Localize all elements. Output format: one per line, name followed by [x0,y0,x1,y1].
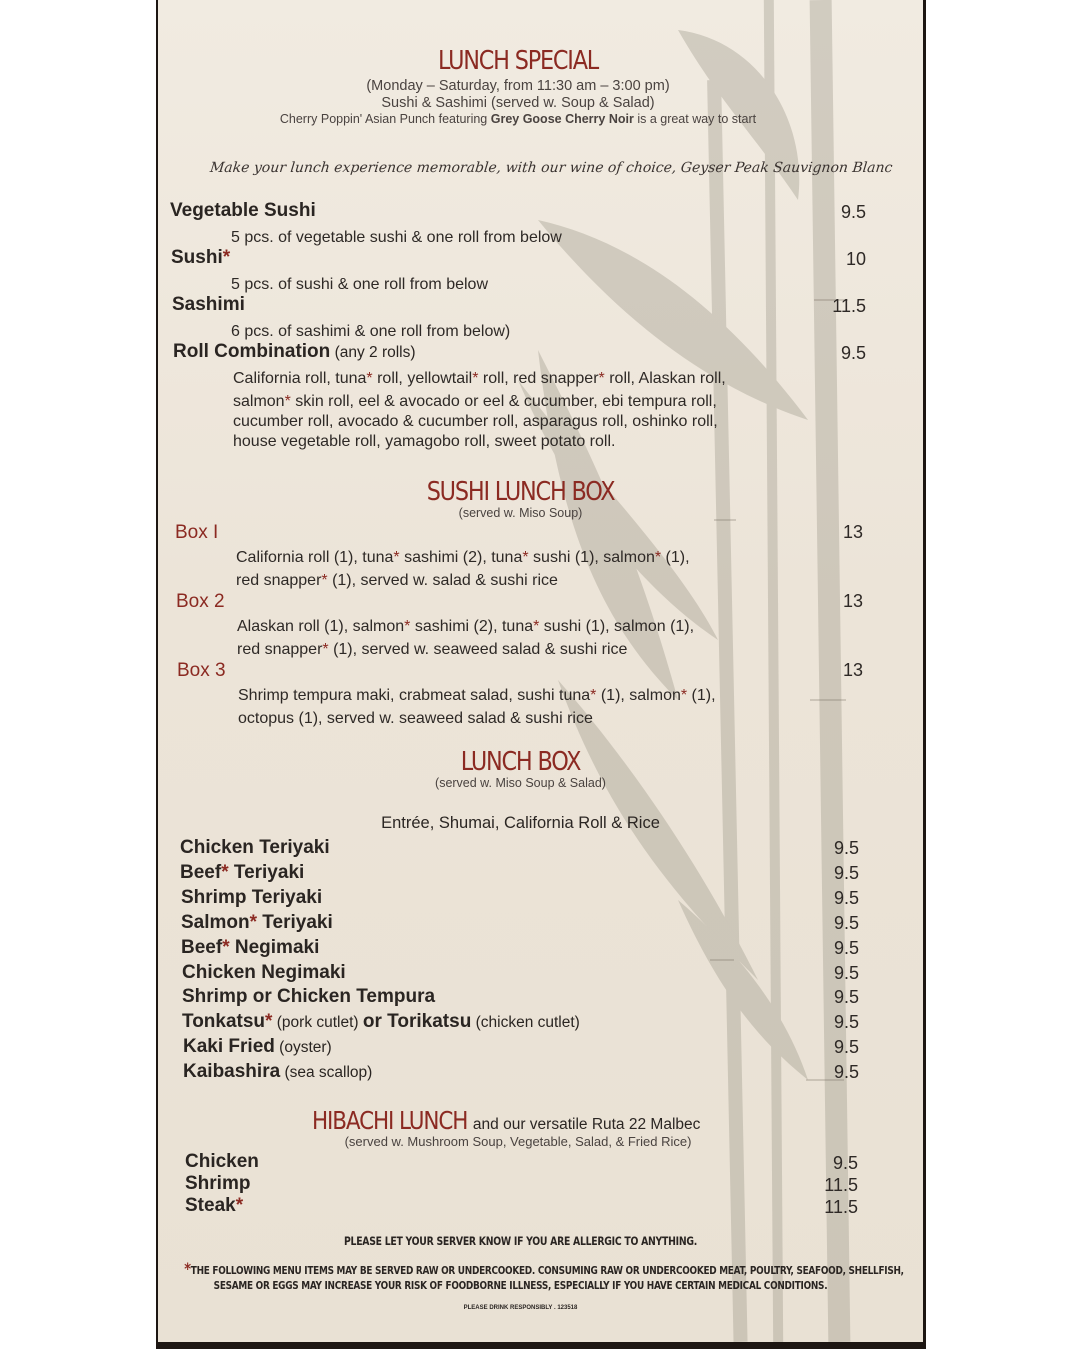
box-text: sashimi (2), tuna [410,618,534,635]
lunch-box-item-price: 9.5 [833,987,859,1008]
asterisk-mark: * [321,572,328,589]
lunch-box-item-price: 9.5 [833,912,859,933]
raw-food-warning-line2: SESAME OR EGGS MAY INCREASE YOUR RISK OF FOODBORNE ILLNESS, ESPECIALLY IF YOU HAVE CERTAIN MEDICAL CONDITIONS. [213,1279,828,1292]
asterisk-mark: * [522,549,529,566]
lunch-box-item-name: Kaki Fried [183,1036,275,1058]
special-item-name [173,341,416,363]
box-text: Alaskan roll (1), salmon [237,618,405,635]
warning-line1-text: THE FOLLOWING MENU ITEMS MAY BE SERVED RAW OR UNDERCOOKED. CONSUMING RAW OR UNDERCOOKED MEAT, POULTRY, SEAFOOD, SHELLFISH, [190,1264,904,1277]
box-description-line [238,685,716,706]
lunch-special-hours: (Monday – Saturday, from 11:30 am – 3:00 pm) [366,78,670,94]
lunch-box-item-name: Negimaki [229,936,320,958]
lunch-box-item [181,887,322,909]
special-item-note: (any 2 rolls) [330,344,416,361]
lunch-box-includes: Entrée, Shumai, California Roll & Rice [381,814,660,832]
asterisk-mark: * [654,549,662,566]
asterisk-mark: * [472,370,479,387]
hibachi-item [185,1195,243,1217]
box-text: (1), served w. salad & sushi rice [327,572,558,589]
punch-promo [158,112,878,126]
roll-text: skin roll, eel & avocado or eel & cucumber, ebi tempura roll, [290,393,717,410]
lunch-special-title: LUNCH SPECIAL [437,46,599,76]
lunch-box-item-name: Teriyaki [228,861,305,883]
box-description-line [236,570,558,591]
asterisk-mark: * [404,618,411,635]
special-item-price: 11.5 [832,296,866,316]
lunch-box-title: LUNCH BOX [460,747,581,777]
hibachi-item [185,1151,259,1173]
raw-food-warning-line1 [184,1259,904,1278]
box-description-line [237,639,627,660]
lunch-box-item-note: (oyster) [274,1039,332,1057]
lunch-box-item-note: (pork cutlet) [272,1014,363,1032]
hibachi-item-name: Chicken [185,1151,259,1172]
special-item-price: 9.5 [840,202,866,222]
box-text: red snapper [236,572,322,589]
lunch-box-item-name: Salmon [181,911,250,933]
lunch-box-item [183,1036,332,1058]
hibachi-subtitle: (served w. Mushroom Soup, Vegetable, Salad, & Fried Rice) [344,1134,692,1149]
asterisk-mark: * [393,549,400,566]
wine-pairing-note: Make your lunch experience memorable, with our wine of choice, Geyser Peak Sauvignon Blanc [209,160,894,176]
box-name: Box I [175,522,219,543]
lunch-box-item-price: 9.5 [833,862,859,883]
asterisk-mark: * [590,687,597,704]
roll-text: house vegetable roll, yamagobo roll, sweet potato roll. [233,433,616,450]
lunch-box-item [183,1061,372,1083]
lunch-box-item-name: or Torikatsu [362,1011,472,1033]
box-text: sashimi (2), tuna [399,549,523,566]
box-text: California roll (1), tuna [236,549,394,566]
roll-combination-line [233,391,717,412]
box-description-line [237,616,694,637]
box-name: Box 3 [177,660,226,681]
lunch-box-item-price: 9.5 [833,1037,859,1058]
asterisk-mark: * [366,370,373,387]
special-item-description: 5 pcs. of vegetable sushi & one roll from below [231,229,562,246]
punch-promo-lead: Cherry Poppin' Asian Punch featuring [279,112,491,126]
lunch-box-item [182,986,435,1008]
roll-text: roll, red snapper [478,370,599,387]
box-text: Shrimp tempura maki, crabmeat salad, sushi tuna [238,687,591,704]
asterisk-mark: * [680,687,688,704]
lunch-box-item [181,912,333,934]
lunch-box-item-name: Tonkatsu [182,1011,266,1033]
lunch-box-subtitle: (served w. Miso Soup & Salad) [435,776,606,790]
roll-combination-line [233,411,718,432]
allergy-notice: PLEASE LET YOUR SERVER KNOW IF YOU ARE ALLERGIC TO ANYTHING. [344,1234,697,1248]
lunch-box-item-price: 9.5 [833,838,859,858]
box-text: octopus (1), served w. seaweed salad & sushi rice [238,710,593,727]
lunch-box-item-note: (chicken cutlet) [471,1014,580,1032]
hibachi-item-price: 11.5 [824,1175,858,1195]
special-item-price: 10 [845,249,866,269]
hibachi-item-name: Shrimp [185,1173,251,1194]
lunch-special-served: Sushi & Sashimi (served w. Soup & Salad) [381,95,655,111]
box-text: (1), served w. seaweed salad & sushi rice [328,641,628,658]
special-item-name [171,247,230,269]
lunch-box-item [181,937,319,959]
hibachi-header [312,1106,700,1135]
asterisk-mark: * [598,370,605,387]
lunch-box-item-name: Beef [181,936,223,958]
box-price: 13 [842,660,863,680]
special-item-title: Vegetable Sushi [170,200,316,221]
lunch-box-item-price: 9.5 [833,1062,859,1083]
hibachi-item [185,1173,250,1195]
special-item-price: 9.5 [840,343,866,363]
lunch-box-item [180,837,330,859]
asterisk-mark: * [222,936,230,958]
lunch-box-item-price: 9.5 [833,1012,859,1033]
lunch-box-item-price: 9.5 [833,962,859,983]
drink-responsibly-note: PLEASE DRINK RESPONSIBLY . 123518 [463,1305,578,1311]
roll-text: cucumber roll, avocado & cucumber roll, asparagus roll, oshinko roll, [233,413,718,430]
box-text: sushi (1), salmon [528,549,655,566]
box-name: Box 2 [176,591,225,612]
roll-combination-line [233,368,726,389]
box-text: sushi (1), salmon (1), [539,618,695,635]
box-description-line [238,708,593,729]
asterisk-mark: * [284,393,291,410]
lunch-box-item-name: Beef [180,861,222,883]
asterisk-mark: * [322,641,329,658]
asterisk-mark: * [222,247,231,268]
special-item-description: 6 pcs. of sashimi & one roll from below) [231,323,511,340]
lunch-box-item-price: 9.5 [833,937,859,958]
special-item-title: Sashimi [172,294,245,315]
box-text: (1), salmon [596,687,681,704]
box-price: 13 [842,591,863,611]
lunch-box-item [180,862,304,884]
asterisk-mark: * [221,861,229,883]
hibachi-item-price: 9.5 [832,1153,858,1173]
asterisk-mark: * [533,618,540,635]
hibachi-item-price: 11.5 [824,1197,858,1217]
lunch-box-item-name: Chicken Negimaki [182,961,346,983]
box-price: 13 [842,522,863,542]
box-text: (1), [687,687,716,704]
hibachi-item-name: Steak [185,1195,236,1216]
lunch-box-item-name: Chicken Teriyaki [180,837,330,858]
lunch-menu-page [158,0,923,1342]
lunch-box-item-note: (sea scallop) [280,1064,373,1082]
roll-text: roll, Alaskan roll, [604,370,726,387]
asterisk-mark: * [265,1011,273,1033]
special-item-title: Sushi [171,247,223,268]
punch-promo-tail: is a great way to start [633,112,757,126]
roll-combination-line [233,431,615,452]
special-item-description: 5 pcs. of sushi & one roll from below [231,276,489,293]
roll-text: California roll, tuna [233,370,367,387]
lunch-box-item [182,1011,580,1033]
lunch-box-item-name: Kaibashira [183,1061,281,1083]
special-item-name [170,200,316,222]
lunch-box-item-name: Shrimp or Chicken Tempura [182,986,436,1008]
punch-promo-drink: Grey Goose Cherry Noir [490,112,634,126]
sushi-lunch-box-subtitle: (served w. Miso Soup) [458,506,583,520]
special-item-name [172,294,245,316]
lunch-box-item-price: 9.5 [833,887,859,908]
lunch-box-item-name: Shrimp Teriyaki [181,886,323,908]
roll-text: roll, yellowtail [372,370,473,387]
box-text: (1), [661,549,690,566]
hibachi-tagline: and our versatile Ruta 22 Malbec [468,1116,701,1133]
box-text: red snapper [237,641,323,658]
special-item-title: Roll Combination [173,341,331,362]
asterisk-mark: * [249,911,258,933]
box-description-line [236,547,690,568]
roll-text: salmon [233,393,285,410]
lunch-box-item [182,962,346,984]
sushi-lunch-box-title: SUSHI LUNCH BOX [426,477,615,507]
lunch-box-item-name: Teriyaki [257,911,333,933]
hibachi-title: HIBACHI LUNCH [312,1106,468,1135]
warning-asterisk: * [184,1259,191,1278]
asterisk-mark: * [235,1195,244,1216]
